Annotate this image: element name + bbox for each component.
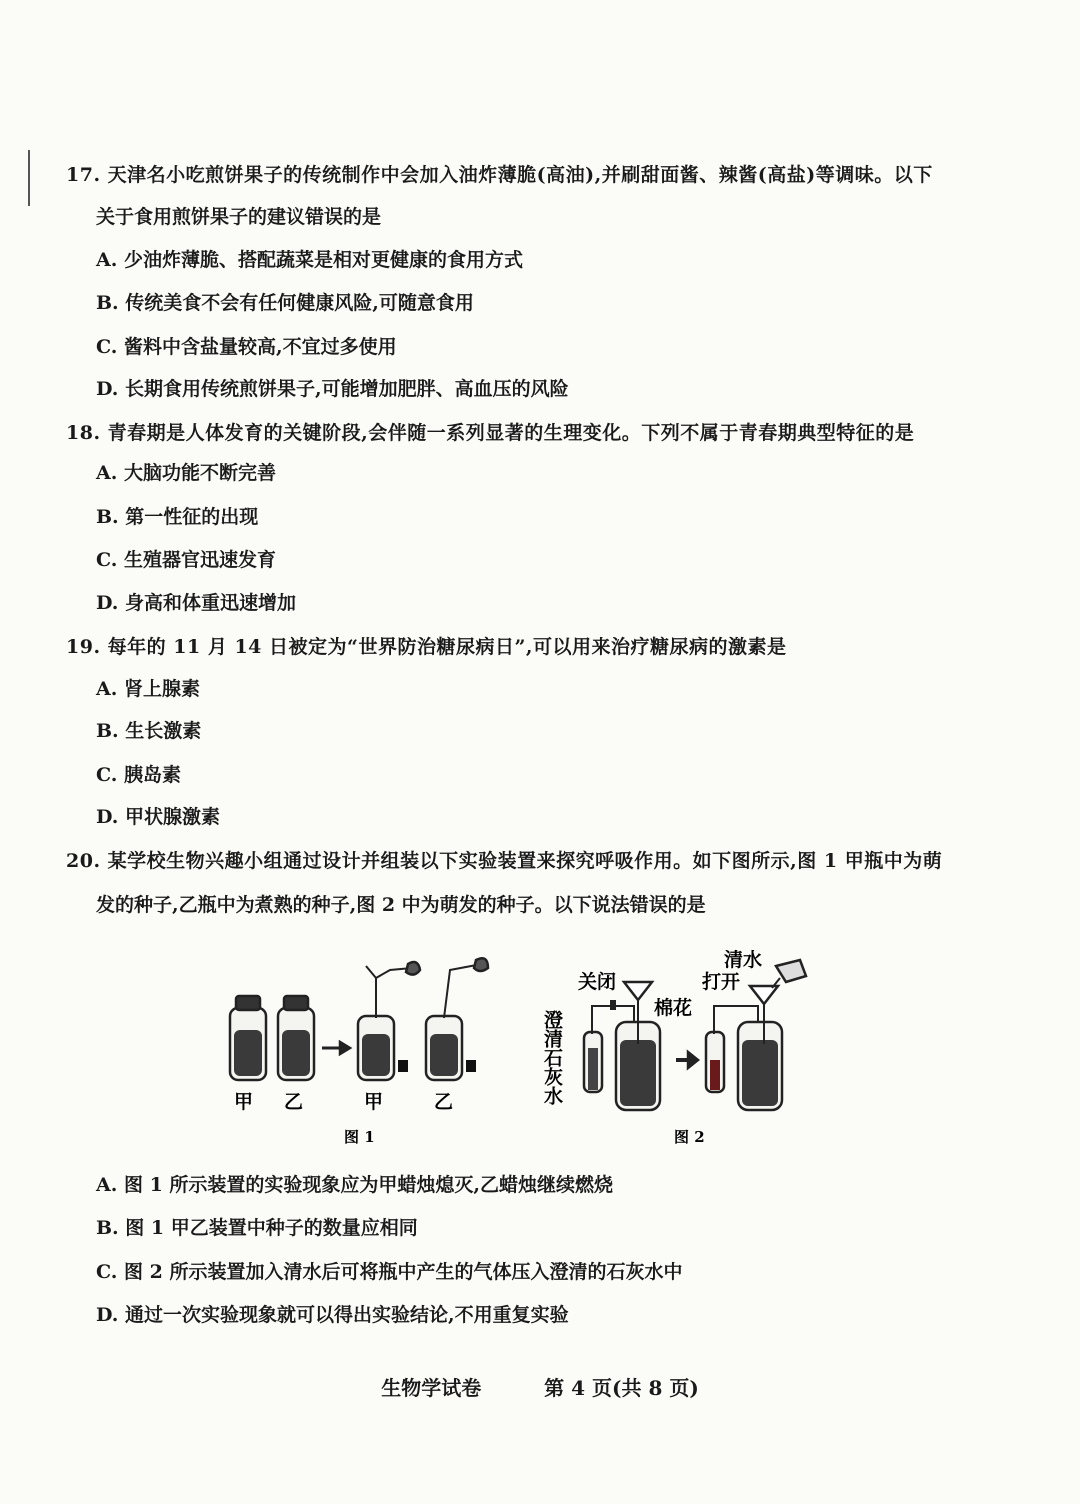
fig2-label-water: 清水 — [724, 949, 763, 971]
page-footer — [0, 1372, 1080, 1401]
footer-subject: 生物学试卷 — [381, 1376, 482, 1400]
question-20-option-b: B. 图 1 甲乙装置中种子的数量应相同 — [96, 1217, 418, 1239]
jar-jia-after — [358, 962, 420, 1080]
question-20-stem: 20. 某学校生物兴趣小组通过设计并组装以下实验装置来探究呼吸作用。如下图所示,图 1 甲瓶中为萌 — [66, 850, 943, 872]
fig2-label-open: 打开 — [702, 971, 741, 993]
question-20-stem-cont: 发的种子,乙瓶中为煮熟的种子,图 2 中为萌发的种子。以下说法错误的是 — [96, 894, 706, 916]
question-20-option-a: A. 图 1 所示装置的实验现象应为甲蜡烛熄灭,乙蜡烛继续燃烧 — [96, 1174, 614, 1196]
fig1-label-jia: 甲 — [234, 1091, 254, 1113]
fig2-caption: 图 2 — [674, 1128, 705, 1146]
question-17-stem-cont: 关于食用煎饼果子的建议错误的是 — [96, 206, 382, 228]
question-19-option-d: D. 甲状腺激素 — [96, 806, 221, 828]
question-19-option-b: B. 生长激素 — [96, 720, 202, 742]
question-17-option-a: A. 少油炸薄脆、搭配蔬菜是相对更健康的食用方式 — [96, 249, 523, 271]
fig2-before — [584, 982, 660, 1110]
question-19-stem: 19. 每年的 11 月 14 日被定为“世界防治糖尿病日”,可以用来治疗糖尿病的激素是 — [66, 636, 787, 658]
fig1-label-yi-after: 乙 — [434, 1091, 454, 1113]
jar-yi-before — [278, 996, 314, 1080]
question-17-option-b: B. 传统美食不会有任何健康风险,可随意食用 — [96, 292, 474, 314]
question-20-option-d: D. 通过一次实验现象就可以得出实验结论,不用重复实验 — [96, 1304, 569, 1326]
margin-mark — [28, 150, 30, 206]
jar-jia-before — [230, 996, 266, 1080]
fig2-label-limewater: 澄清石灰水 — [541, 1010, 563, 1105]
question-18-option-b: B. 第一性征的出现 — [96, 506, 259, 528]
question-17-option-c: C. 酱料中含盐量较高,不宜过多使用 — [96, 336, 397, 358]
question-19-option-c: C. 胰岛素 — [96, 764, 182, 786]
fig2-label-close: 关闭 — [578, 971, 617, 993]
question-18-option-d: D. 身高和体重迅速增加 — [96, 592, 297, 614]
footer-page-number: 第 4 页(共 8 页) — [544, 1376, 699, 1400]
fig2-label-cotton: 棉花 — [654, 997, 693, 1019]
question-18-stem: 18. 青春期是人体发育的关键阶段,会伴随一系列显著的生理变化。下列不属于青春期典型特征的是 — [66, 422, 915, 444]
question-19-option-a: A. 肾上腺素 — [96, 678, 200, 700]
question-17-stem: 17. 天津名小吃煎饼果子的传统制作中会加入油炸薄脆(高油),并刷甜面酱、辣酱(高盐)等调味。以下 — [66, 164, 933, 186]
fig1-caption: 图 1 — [344, 1128, 375, 1146]
jar-yi-after — [426, 958, 488, 1080]
question-20-option-c: C. 图 2 所示装置加入清水后可将瓶中产生的气体压入澄清的石灰水中 — [96, 1261, 683, 1283]
fig1-label-jia-after: 甲 — [364, 1091, 384, 1113]
question-18-option-c: C. 生殖器官迅速发育 — [96, 549, 277, 571]
question-17-option-d: D. 长期食用传统煎饼果子,可能增加肥胖、高血压的风险 — [96, 378, 569, 400]
question-18-option-a: A. 大脑功能不断完善 — [96, 462, 276, 484]
fig1-label-yi: 乙 — [284, 1091, 304, 1113]
experiment-figure — [220, 948, 820, 1148]
